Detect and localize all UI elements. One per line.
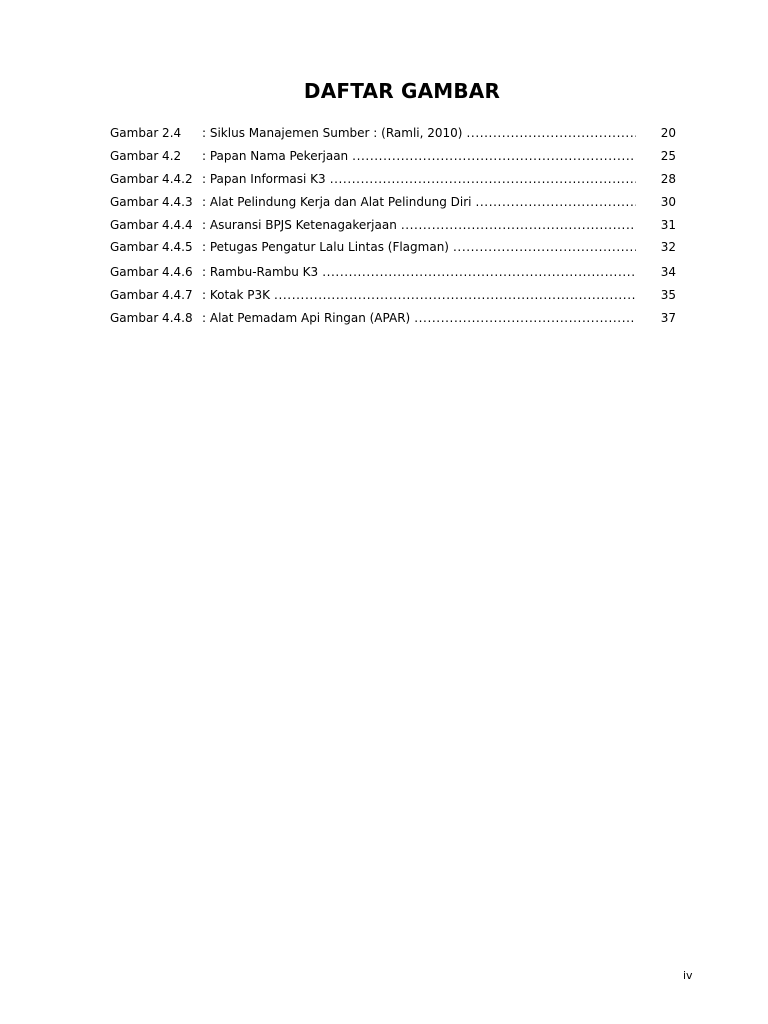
toc-entry[interactable] [110,213,676,236]
figure-page-number: 34 [660,265,676,280]
dot-leader [453,239,636,255]
dot-leader [330,171,636,187]
toc-entry[interactable] [110,236,676,259]
figure-label: Gambar 4.4.7 [110,287,193,302]
figure-page-number: 30 [660,194,676,209]
figure-page-number: 25 [660,149,676,164]
figure-description: : Petugas Pengatur Lalu Lintas (Flagman) [202,240,449,255]
dot-leader [475,194,636,210]
dot-leader [352,148,636,164]
figure-description: : Papan Informasi K3 [202,171,326,186]
figure-label: Gambar 4.4.3 [110,194,193,209]
toc-entry[interactable] [110,122,676,145]
figure-page-number: 37 [660,310,676,325]
toc-entry[interactable] [110,145,676,168]
figure-description: : Papan Nama Pekerjaan [202,149,349,164]
page-number: iv [683,969,693,982]
toc-entry[interactable] [110,168,676,191]
figure-label: Gambar 4.4.4 [110,217,193,232]
figure-label: Gambar 4.4.6 [110,265,193,280]
toc-entry[interactable] [110,306,676,329]
figure-label: Gambar 4.4.8 [110,310,193,325]
figure-label: Gambar 4.4.5 [110,240,193,255]
figure-description: : Alat Pemadam Api Ringan (APAR) [202,310,411,325]
figure-label: Gambar 4.4.2 [110,171,193,186]
figure-page-number: 20 [660,126,676,141]
figure-description: : Siklus Manajemen Sumber : (Ramli, 2010) [202,126,463,141]
dot-leader [401,217,636,233]
figure-description: : Asuransi BPJS Ketenagakerjaan [202,217,397,232]
figure-page-number: 32 [660,240,676,255]
dot-leader [274,287,636,303]
dot-leader [466,125,636,141]
figure-page-number: 35 [660,287,676,302]
figure-page-number: 28 [660,171,676,186]
list-of-figures [110,122,676,329]
dot-leader [414,310,636,326]
toc-entry[interactable] [110,261,676,284]
figure-label: Gambar 4.2 [110,149,182,164]
dot-leader [322,264,636,280]
figure-page-number: 31 [660,217,676,232]
figure-description: : Rambu-Rambu K3 [202,265,319,280]
figure-label: Gambar 2.4 [110,126,182,141]
toc-entry[interactable] [110,190,676,213]
figure-description: : Alat Pelindung Kerja dan Alat Pelindung Diri [202,194,472,209]
page-title: DAFTAR GAMBAR [303,79,501,103]
toc-entry[interactable] [110,284,676,307]
figure-description: : Kotak P3K [202,287,271,302]
